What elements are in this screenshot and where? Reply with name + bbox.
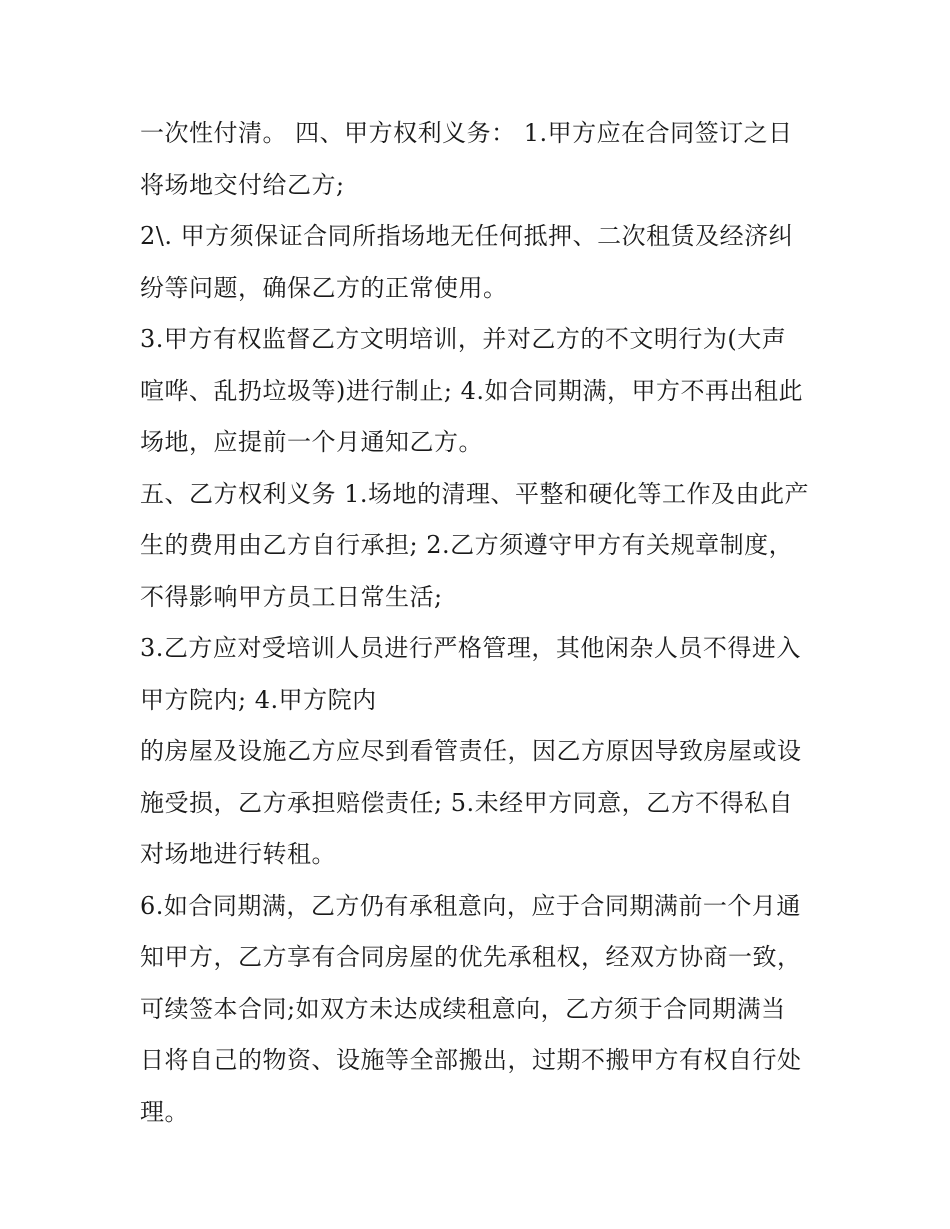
contract-text-block bbox=[140, 108, 830, 1138]
text-line: 日将自己的物资、设施等全部搬出，过期不搬甲方有权自行处 bbox=[140, 1046, 802, 1074]
text-line: 对场地进行转租。 bbox=[140, 840, 336, 868]
text-line: 2\. 甲方须保证合同所指场地无任何抵押、二次租赁及经济纠 bbox=[140, 222, 794, 250]
text-line: 理。 bbox=[140, 1097, 189, 1126]
text-line: 知甲方，乙方享有合同房屋的优先承租权，经双方协商一致， bbox=[140, 943, 802, 971]
text-line: 甲方院内; 4.甲方院内 bbox=[140, 685, 377, 714]
text-line: 纷等问题，确保乙方的正常使用。 bbox=[140, 273, 508, 302]
text-line: 可续签本合同;如双方未达成续租意向，乙方须于合同期满当 bbox=[140, 994, 786, 1023]
text-line: 将场地交付给乙方; bbox=[140, 170, 345, 199]
text-line: 一次性付清。 四、甲方权利义务： 1.甲方应在合同签订之日 bbox=[140, 119, 793, 147]
text-line: 生的费用由乙方自行承担; 2.乙方须遵守甲方有关规章制度， bbox=[140, 531, 794, 559]
text-line: 场地，应提前一个月通知乙方。 bbox=[140, 428, 483, 456]
text-line: 的房屋及设施乙方应尽到看管责任，因乙方原因导致房屋或设 bbox=[140, 737, 802, 765]
text-line: 不得影响甲方员工日常生活; bbox=[140, 582, 443, 611]
text-line: 3.甲方有权监督乙方文明培训，并对乙方的不文明行为(大声 bbox=[140, 325, 787, 353]
text-line: 6.如合同期满，乙方仍有承租意向，应于合同期满前一个月通 bbox=[140, 891, 801, 920]
text-line: 3.乙方应对受培训人员进行严格管理，其他闲杂人员不得进入 bbox=[140, 634, 801, 662]
text-line: 喧哗、乱扔垃圾等)进行制止; 4.如合同期满，甲方不再出租此 bbox=[140, 376, 803, 405]
text-line: 五、乙方权利义务 1.场地的清理、平整和硬化等工作及由此产 bbox=[140, 479, 810, 508]
text-line: 施受损，乙方承担赔偿责任; 5.未经甲方同意，乙方不得私自 bbox=[140, 788, 794, 817]
